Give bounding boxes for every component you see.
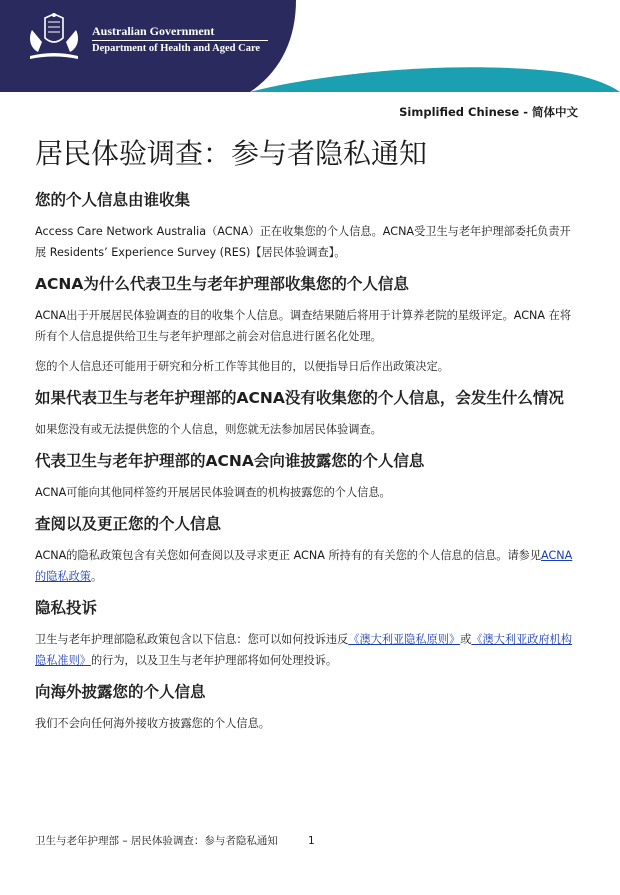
paragraph-text: 。 bbox=[90, 570, 103, 583]
section-paragraph: ACNA可能向其他同样签约开展居民体验调查的机构披露您的个人信息。 bbox=[35, 486, 391, 499]
header-banner bbox=[0, 0, 620, 92]
agency-privacy-code-link[interactable]: 《澳大利亚政府机构隐私准则》 bbox=[35, 633, 573, 667]
section-privacy-complaints bbox=[35, 596, 580, 671]
section-paragraph: 如果您没有或无法提供您的个人信息，则您就无法参加居民体验调查。 bbox=[35, 423, 382, 436]
page-footer bbox=[35, 833, 315, 848]
section-if-not-collected bbox=[35, 386, 580, 440]
section-heading: ACNA为什么代表卫生与老年护理部收集您的个人信息 bbox=[35, 275, 409, 293]
org-name: Australian Government bbox=[92, 24, 215, 38]
footer-text: 卫生与老年护理部 – 居民体验调查：参与者隐私通知 bbox=[35, 835, 278, 847]
section-heading: 代表卫生与老年护理部的ACNA会向谁披露您的个人信息 bbox=[35, 452, 425, 470]
section-overseas-disclosure bbox=[35, 680, 580, 734]
section-heading: 如果代表卫生与老年护理部的ACNA没有收集您的个人信息，会发生什么情况 bbox=[35, 389, 564, 407]
section-heading: 隐私投诉 bbox=[35, 599, 98, 617]
language-label: Simplified Chinese - 简体中文 bbox=[399, 105, 578, 119]
section-paragraph: 我们不会向任何海外接收方披露您的个人信息。 bbox=[35, 717, 270, 730]
coat-of-arms-icon bbox=[24, 12, 84, 64]
australian-privacy-principles-link[interactable]: 《澳大利亚隐私原则》 bbox=[348, 633, 461, 646]
section-who-collects bbox=[35, 188, 580, 263]
section-heading: 您的个人信息由谁收集 bbox=[35, 191, 191, 209]
section-heading: 查阅以及更正您的个人信息 bbox=[35, 515, 222, 533]
paragraph-text: 或 bbox=[460, 633, 472, 646]
acna-privacy-policy-link[interactable]: ACNA的隐私政策 bbox=[35, 549, 573, 583]
section-disclosure bbox=[35, 449, 580, 503]
paragraph-text: 的行为，以及卫生与老年护理部将如何处理投诉。 bbox=[90, 654, 338, 667]
paragraph-text: 卫生与老年护理部隐私政策包含以下信息：您可以如何投诉违反 bbox=[35, 633, 349, 646]
section-paragraph bbox=[35, 629, 580, 671]
section-paragraph bbox=[35, 545, 580, 587]
section-paragraph: 您的个人信息还可能用于研究和分析工作等其他目的，以便指导日后作出政策决定。 bbox=[35, 360, 449, 373]
section-access-correct bbox=[35, 512, 580, 587]
page-title: 居民体验调查：参与者隐私通知 bbox=[35, 137, 428, 170]
section-why-collect bbox=[35, 272, 580, 377]
header-divider bbox=[92, 40, 268, 41]
page-number: 1 bbox=[307, 835, 315, 847]
section-heading: 向海外披露您的个人信息 bbox=[35, 683, 206, 701]
section-paragraph: Access Care Network Australia（ACNA）正在收集您的个人信息。ACNA受卫生与老年护理部委托负责开展 Residents’ Experience Survey (RES)【居民体验调查】。 bbox=[35, 225, 571, 259]
paragraph-text: ACNA的隐私政策包含有关您如何查阅以及寻求更正 ACNA 所持有的有关您的个人信息的信息。请参见 bbox=[35, 549, 542, 562]
document-body bbox=[35, 188, 580, 743]
section-paragraph: ACNA出于开展居民体验调查的目的收集个人信息。调查结果随后将用于计算养老院的星级评定。ACNA 在将所有个人信息提供给卫生与老年护理部之前会对信息进行匿名化处理。 bbox=[35, 309, 572, 343]
department-name: Department of Health and Aged Care bbox=[92, 43, 261, 54]
